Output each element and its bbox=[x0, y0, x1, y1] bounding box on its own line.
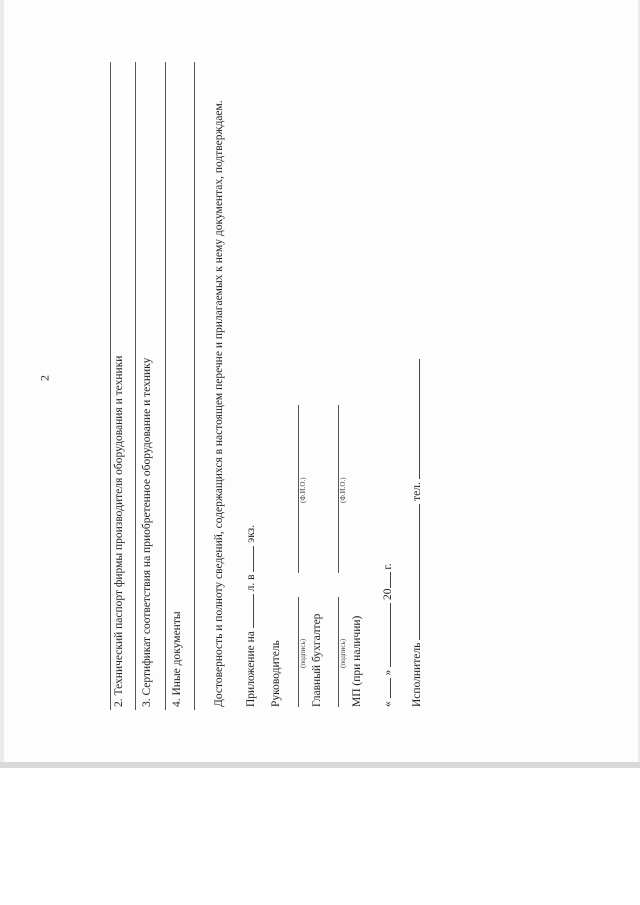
attachment-prefix: Приложение на bbox=[244, 631, 257, 707]
attachment-line bbox=[243, 525, 257, 707]
date-line bbox=[380, 563, 394, 707]
list-item-3: 3. Сертификат соответствия на приобретенное оборудование и технику bbox=[141, 357, 153, 707]
month-blank[interactable] bbox=[380, 603, 391, 667]
year-blank[interactable] bbox=[380, 573, 391, 589]
page-number: 2 bbox=[37, 375, 52, 381]
day-blank[interactable] bbox=[380, 678, 391, 698]
copies-count-blank[interactable] bbox=[243, 546, 254, 572]
stamp-label: МП (при наличии) bbox=[351, 615, 363, 707]
executor-name-blank[interactable] bbox=[409, 504, 420, 640]
phone-blank[interactable] bbox=[409, 359, 420, 479]
scan-edge bbox=[0, 762, 640, 768]
phone-label: тел. bbox=[410, 482, 423, 501]
accountant-label: Главный бухгалтер bbox=[311, 613, 323, 707]
accountant-name-caption: (Ф.И.О.) bbox=[339, 477, 347, 503]
year-suffix: г. bbox=[381, 563, 394, 570]
head-signature-caption: (подпись) bbox=[299, 638, 307, 668]
accountant-signature-caption: (подпись) bbox=[339, 638, 347, 668]
date-open-quote: « bbox=[381, 701, 394, 707]
date-century: 20 bbox=[381, 588, 394, 600]
top-rule bbox=[110, 62, 111, 710]
list-item-4: 4. Иные документы bbox=[171, 611, 183, 707]
executor-label: Исполнитель bbox=[410, 642, 423, 707]
confirmation-text: Достоверность и полноту сведений, содержащихся в настоящем перечне и прилагаемых к нему документах, подтверждаем. bbox=[213, 100, 225, 707]
list-item-2: 2. Технический паспорт фирмы производителя оборудования и техники bbox=[113, 355, 125, 707]
copies-label: экз. bbox=[244, 524, 257, 543]
list-rule-2 bbox=[135, 62, 136, 710]
list-rule-3 bbox=[165, 62, 166, 710]
head-name-caption: (Ф.И.О.) bbox=[299, 477, 307, 503]
sheets-count-blank[interactable] bbox=[243, 594, 254, 628]
list-rule-4 bbox=[194, 62, 195, 710]
date-close-quote: » bbox=[381, 669, 394, 676]
sheets-label: л. в bbox=[244, 574, 257, 592]
head-label: Руководитель bbox=[270, 640, 282, 707]
executor-line bbox=[409, 359, 423, 707]
